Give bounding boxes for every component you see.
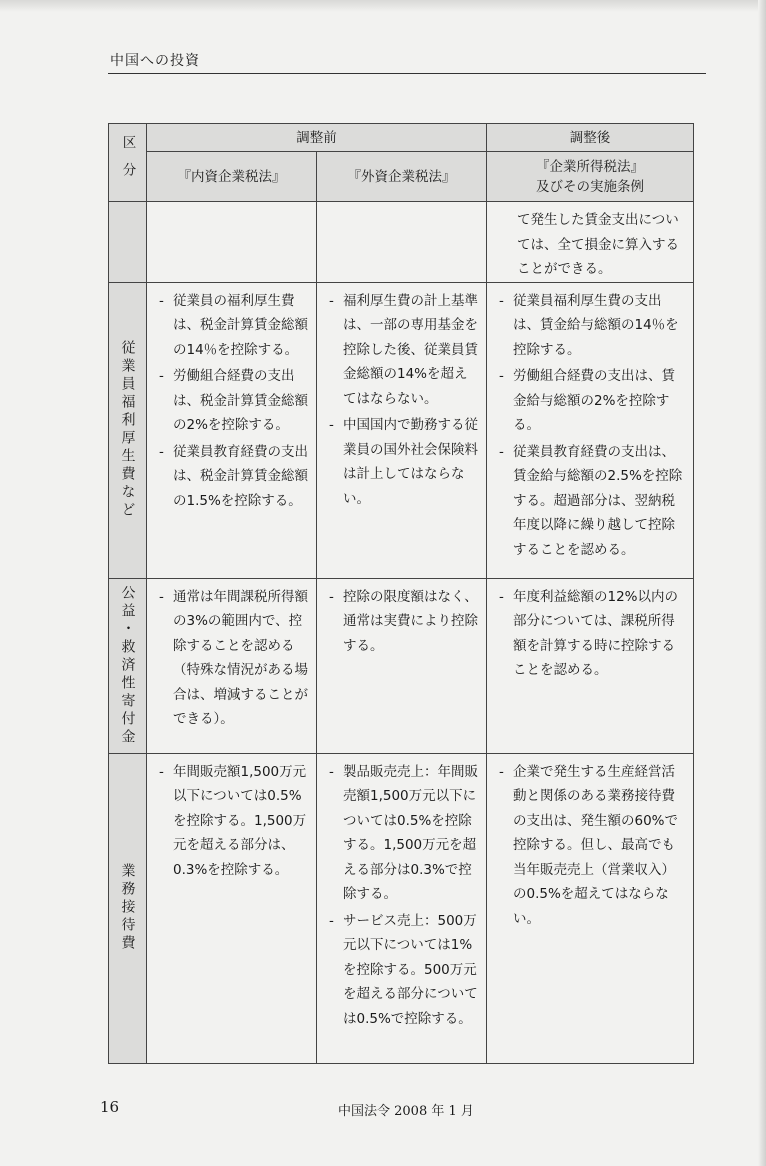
header-after: 調整後	[487, 124, 694, 152]
row-items	[155, 760, 308, 883]
page-number: 16	[100, 1098, 120, 1116]
row-items	[325, 585, 478, 659]
row-items	[495, 585, 685, 683]
list-item: - 従業員教育経費の支出は、税金計算賃金総額の1.5%を控除する。	[155, 440, 308, 514]
list-item: - 中国国内で勤務する従業員の国外社会保険料は計上してはならない。	[325, 413, 478, 511]
continued-col2	[317, 202, 487, 283]
row-category: 公益・救済性寄付金	[109, 578, 147, 753]
header-rule	[108, 73, 706, 74]
header-before: 調整前	[147, 124, 487, 152]
row-items	[495, 760, 685, 932]
header-foreign-law: 『外資企業税法』	[317, 152, 487, 202]
continued-col1	[147, 202, 317, 283]
continued-col3	[487, 202, 694, 283]
list-item: - 企業で発生する生産経営活動と関係のある業務接待費の支出は、発生額の60%で控除する。但し、最高でも当年販売売上（営業収入）の0.5%を超えてはならない。	[495, 760, 685, 932]
page-edge-shadow	[758, 0, 766, 1166]
list-item: - 従業員教育経費の支出は、賃金給与総額の2.5%を控除する。超過部分は、翌納税年度以降に繰り越して控除することを認める。	[495, 440, 685, 563]
list-item: - 従業員福利厚生費の支出は、賃金給与総額の14％を控除する。	[495, 289, 685, 363]
list-item: - 製品販売売上：年間販売額1,500万元以下については0.5%を控除する。1,500万元を超える部分は0.3%で控除する。	[325, 760, 478, 907]
running-header: 中国への投資	[110, 53, 200, 69]
table-row	[109, 578, 694, 753]
list-item: - 福利厚生費の計上基準は、一部の専用基金を控除した後、従業員賃金総額の14%を超えてはならない。	[325, 289, 478, 412]
header-category: 区分	[109, 124, 147, 202]
row-category: 従業員福利厚生費など	[109, 282, 147, 578]
list-item: - 控除の限度額はなく、通常は実費により控除する。	[325, 585, 478, 659]
table-row	[109, 753, 694, 1063]
list-item: - サービス売上：500万元以下については1%を控除する。500万元を超える部分については0.5%で控除する。	[325, 909, 478, 1032]
page-top-band	[0, 0, 766, 12]
header-domestic-law: 『内資企業税法』	[147, 152, 317, 202]
row-items	[325, 760, 478, 1032]
row-items	[155, 289, 308, 514]
continued-category	[109, 202, 147, 283]
list-item: - 通常は年間課税所得額の3%の範囲内で、控除することを認める（特殊な情況がある場合は、増減することができる）。	[155, 585, 308, 732]
publication-footer: 中国法令 2008 年 1 月	[338, 1104, 474, 1119]
list-item: - 労働組合経費の支出は、税金計算賃金総額の2%を控除する。	[155, 364, 308, 438]
list-item: - 年間販売額1,500万元以下については0.5%を控除する。1,500万元を超える部分は、0.3%を控除する。	[155, 760, 308, 883]
table-row	[109, 282, 694, 578]
row-items	[155, 585, 308, 732]
list-item: - 年度利益総額の12%以内の部分については、課税所得額を計算する時に控除することを認める。	[495, 585, 685, 683]
continued-text: て発生した賃金支出については、全て損金に算入することができる。	[517, 212, 679, 277]
row-items	[495, 289, 685, 563]
list-item: - 労働組合経費の支出は、賃金給与総額の2%を控除する。	[495, 364, 685, 438]
tax-comparison-table	[108, 123, 694, 1064]
list-item: - 従業員の福利厚生費は、税金計算賃金総額の14％を控除する。	[155, 289, 308, 363]
row-items	[325, 289, 478, 512]
row-category: 業務接待費	[109, 753, 147, 1063]
header-new-law: 『企業所得税法』 及びその実施条例	[487, 152, 694, 202]
